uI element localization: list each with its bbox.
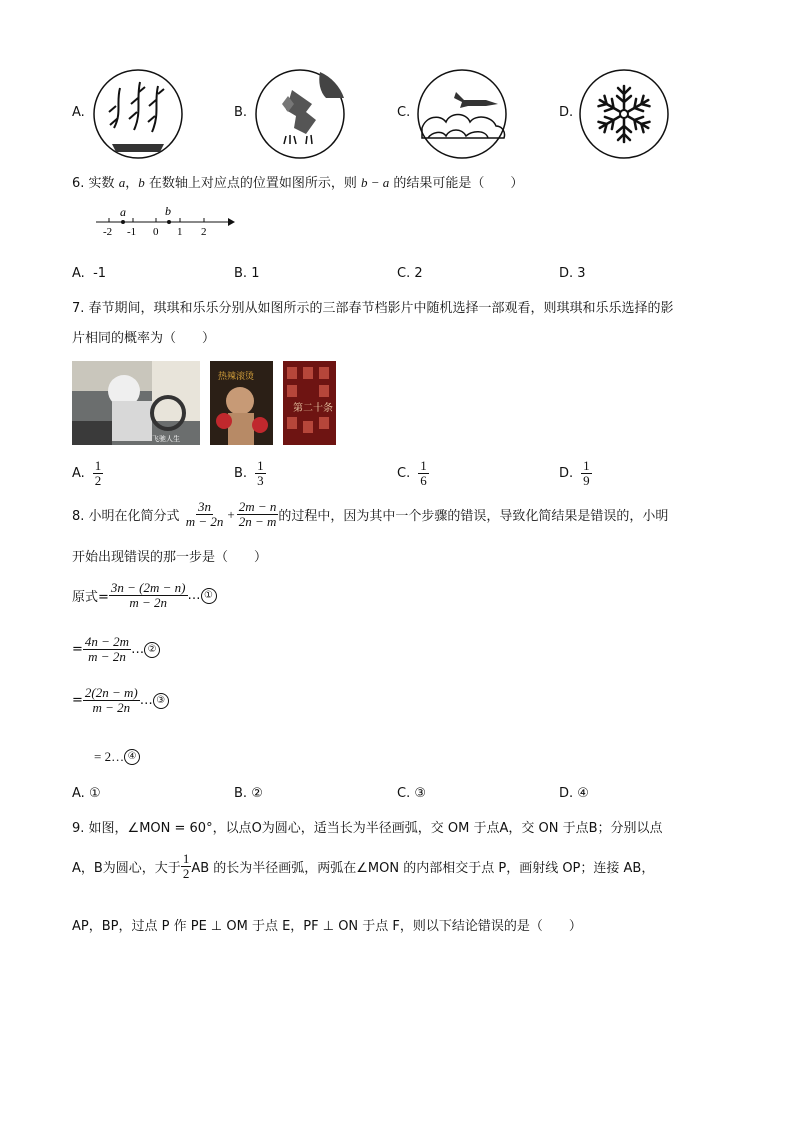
poster-2-caption: 热辣滚烫 [218, 371, 255, 381]
q5-option-d-label: D. [559, 105, 574, 120]
q6-var-a: a [118, 175, 126, 190]
q8-option-a: A. ① [72, 786, 101, 801]
q8-option-d: D. ④ [559, 786, 589, 801]
snowflake-icon [578, 68, 670, 160]
number-line [90, 204, 240, 240]
q8-stem-line2: 开始出现错误的那一步是（ ） [72, 550, 268, 565]
q6-stem [72, 172, 523, 191]
q5-option-c-label: C. [397, 105, 411, 120]
q8-step-1: 原式= $\frac{3n - (2m - n)}{m - 2n}$ … ① [72, 581, 217, 611]
point-a-label: a [120, 205, 126, 219]
tick-label: -2 [103, 226, 113, 238]
q8-step-3: = $\frac{2(2n - m)}{m - 2n}$ … ③ [72, 686, 169, 716]
poster-1-caption: 飞驰人生 [152, 435, 180, 443]
point-b-label: b [165, 204, 171, 218]
q6-option-a: A. -1 [72, 266, 107, 281]
q6-expr: b − a [361, 175, 390, 190]
plane-clouds-icon [416, 68, 508, 160]
q8-option-c: C. ③ [397, 786, 427, 801]
q6-text-before: 6. 实数 [72, 176, 115, 191]
q7-option-c: C. $\frac{1}{6}$ [397, 458, 427, 489]
q7-stem-line1: 7. 春节期间，琪琪和乐乐分别从如图所示的三部春节档影片中随机选择一部观看，则琪琪和乐乐选择的影 [72, 301, 674, 316]
poster-3-caption: 第二十条 [293, 403, 333, 414]
movie-poster-1 [72, 361, 200, 445]
tick-label: 0 [153, 226, 159, 238]
q8-option-b: B. ② [234, 786, 263, 801]
sun-cloud-icon [254, 68, 346, 160]
tick-label: -1 [127, 226, 137, 238]
q6-text-after: 的结果可能是（ ） [393, 176, 524, 191]
q7-stem-line2: 片相同的概率为（ ） [72, 331, 216, 346]
q7-option-a: A. $\frac{1}{2}$ [72, 458, 102, 489]
movie-poster-2 [210, 361, 273, 445]
movie-poster-3 [283, 361, 336, 445]
q9-stem-line2: A，B为圆心，大于 $\frac{1}{2}$ AB 的长为半径画弧，两弧在∠MON 的内部相交于点 P，画射线 OP；连接 AB， [72, 851, 655, 882]
q8-step-2: = $\frac{4n - 2m}{m - 2n}$ … ② [72, 635, 160, 665]
q6-option-c: C. 2 [397, 266, 423, 281]
tick-label: 2 [201, 226, 207, 238]
point-a-dot [121, 220, 125, 224]
point-b-dot [167, 220, 171, 224]
q6-text-mid: 在数轴上对应点的位置如图所示，则 [148, 176, 357, 191]
tick-label: 1 [177, 226, 183, 238]
q6-option-d: D. 3 [559, 266, 586, 281]
q5-option-b-label: B. [234, 105, 248, 120]
q9-stem-line1: 9. 如图，∠MON = 60°，以点O为圆心，适当长为半径画弧，交 OM 于点A，交 ON 于点B；分别以点 [72, 821, 663, 836]
q6-var-b: b [138, 175, 145, 190]
q5-option-a-label: A. [72, 105, 85, 120]
q6-comma: ， [125, 176, 139, 191]
q8-stem-line1: 8. 小明在化简分式 $\frac{3n}{m - 2n}$ + $\frac{2m - n}{2n - m}$ 的过程中，因为其中一个步骤的错误，导致化简结果是错误的，小明 [72, 499, 669, 530]
q6-option-b: B. 1 [234, 266, 260, 281]
rain-icon [92, 68, 184, 160]
q7-option-d: D. $\frac{1}{9}$ [559, 458, 590, 489]
q7-option-b: B. $\frac{1}{3}$ [234, 458, 264, 489]
q9-stem-line3: AP，BP，过点 P 作 PE ⊥ OM 于点 E，PF ⊥ ON 于点 F，则以下结论错误的是（ ） [72, 919, 582, 934]
q8-step-4: = 2… ④ [94, 749, 140, 765]
